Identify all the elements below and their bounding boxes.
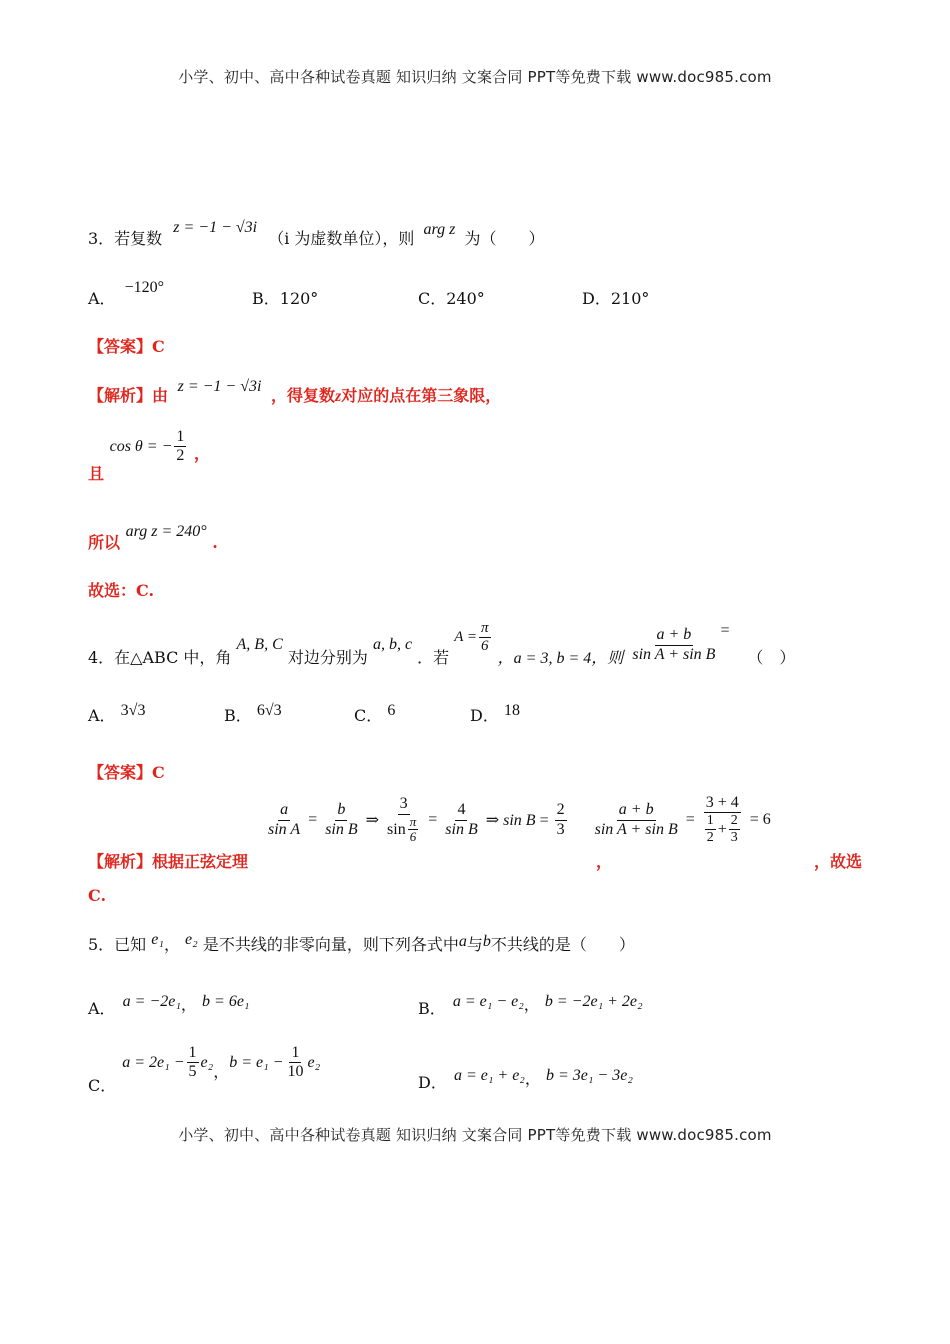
q3-option-a: A． −120° [88, 279, 165, 308]
q3-conclusion: 故选：C. [88, 581, 155, 600]
question-3-stem [88, 219, 545, 249]
q4-side-values: ，a = 3, b = 4，则 [497, 650, 624, 668]
q3-analysis-line-2: 且 cos θ = − $\frac{1}{2}$ ， [88, 428, 210, 483]
q4-option-a: A． 3√3 [88, 702, 146, 725]
q4-analysis-comma: ， [596, 852, 613, 871]
q4-option-d: D． 18 [470, 702, 520, 725]
q4-angle-a: A = $\frac{\pi}{6}$ [454, 620, 489, 655]
q3-z-expression: z = −1 − √3i [173, 219, 258, 236]
q3-cos-expression: cos θ = − $\frac{1}{2}$ [109, 428, 185, 465]
q5-option-d: D． a = e₁ + e₂， b = 3e₁ − 3e₂ [418, 1067, 633, 1092]
q3-note: （i 为虚数单位），则 [268, 229, 415, 248]
q3-arg-result: arg z = 240° [125, 523, 207, 540]
q3-number: 3．若复数 [88, 229, 163, 248]
q3-option-c: C．240° [418, 289, 485, 308]
q3-analysis-z-expression: z = −1 − √3i [177, 378, 262, 395]
question-4-stem: 4．在△ABC 中，角 A, B, C 对边分别为 a, b, c ．若 A = $\frac{\pi}{6}$ ，a = 3, b = 4，则 $\frac{a + b}{\text{sin A + sin B}}$ = （ ） [88, 620, 796, 668]
question-5-stem: 5．已知 e₁， e₂ 是不共线的非零向量，则下列各式中a与b不共线的是（ ） [88, 931, 635, 954]
q5-e2: e₂ [185, 931, 198, 948]
q3-option-b: B．120° [252, 289, 319, 308]
q3-argz: arg z [423, 221, 456, 238]
q5-option-c: C． a = 2e₁ − $\frac{1}{5}$ e₂ ， b = e₁ − $\frac{1}{10}$ e₂ [88, 1044, 321, 1096]
page-header: 小学、初中、高中各种试卷真题 知识归纳 文案合同 PPT等免费下载 www.doc985.com [178, 68, 772, 86]
q4-angles: A, B, C [236, 636, 283, 654]
q4-target-fraction: $\frac{a + b}{\text{sin A + sin B}}$ = [632, 622, 731, 663]
q3-tail: 为（ ） [464, 229, 545, 248]
q4-option-b: B． 6√3 [224, 702, 282, 725]
q4-option-c: C． 6 [354, 702, 396, 725]
q5-option-b: B． a = e₁ − e₂， b = −2e₁ + 2e₂ [418, 993, 643, 1018]
q3-analysis-line-1: 【解析】由 z = −1 − √3i ，得复数z对应的点在第三象限， [88, 378, 502, 405]
q3-answer: 【答案】C [88, 337, 165, 356]
q4-sides: a, b, c [372, 636, 413, 654]
q4-analysis-tail: ，故选 [814, 852, 863, 871]
q4-derivation: $\frac{a}{\text{sin A}}$ = $\frac{b}{\text{sin B}}$ ⇒ 3 sin $\frac{\pi}{6}$ = $\frac{4}{\text{sin B}}$ ⇒ sin B = $\frac{2}{3}$ $\frac{a + b}{\text{sin A + sin B}}$ = 3 + 4 $\frac{1}{2}$ + $\frac{2}{3}$ = 6 [268, 794, 771, 846]
q5-e1: e₁ [151, 931, 164, 948]
q3-option-d: D．210° [582, 289, 650, 308]
q5-option-a: A． a = −2e₁， b = 6e₁ [88, 993, 250, 1018]
q3-analysis-line-3: 所以 arg z = 240° . [88, 523, 218, 552]
q4-analysis-c: C. [88, 886, 107, 905]
q4-answer: 【答案】C [88, 763, 165, 782]
q4-analysis: 【解析】根据正弦定理 [88, 852, 249, 871]
page-footer: 小学、初中、高中各种试卷真题 知识归纳 文案合同 PPT等免费下载 www.doc985.com [178, 1126, 772, 1144]
